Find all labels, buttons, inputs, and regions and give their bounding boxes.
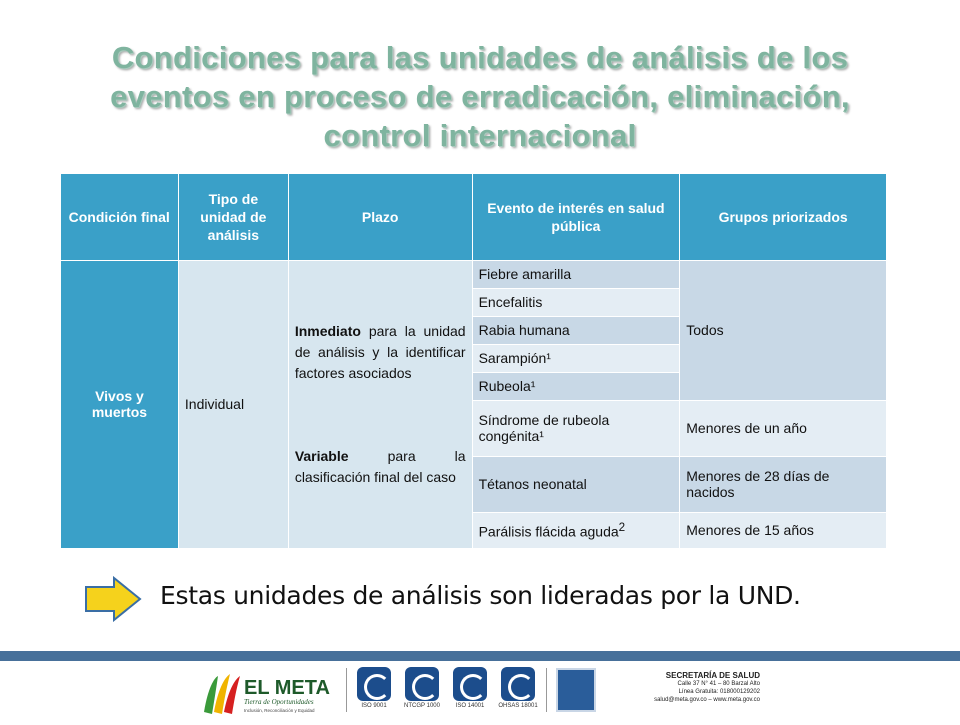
plazo-inmediato [295,321,466,384]
cert-ntcgp-icon [402,667,442,715]
header-evento: Evento de interés en salud pública [472,174,680,260]
group-cell: Menores de un año [680,400,887,456]
meta-logo-tag: Inclusión, Reconciliación y Equidad [244,708,315,713]
cert-label: ISO 14001 [455,703,485,709]
cert-iso14001-icon [450,667,490,715]
footer-email: salud@meta.gov.co – www.meta.gov.co [654,697,760,703]
footer-divider [546,668,547,712]
cert-iso9001-icon [354,667,394,715]
event-cell: Sarampión¹ [472,344,680,372]
group-cell: Todos [680,260,887,400]
header-plazo: Plazo [288,174,472,260]
event-cell [472,512,680,548]
header-grupos: Grupos priorizados [680,174,887,260]
event-paralisis-text: Parálisis flácida aguda [478,523,619,540]
plazo-variable-bold: Variable [294,447,349,464]
meta-logo-sub: Tierra de Oportunidades [244,698,314,706]
cert-label: NTCGP 1000 [404,703,440,709]
note-text: Estas unidades de análisis son lideradas por la UND. [160,581,801,610]
page-title: Condiciones para las unidades de análisis de los eventos en proceso de erradicación, eliminación, control internacional [110,40,850,153]
plazo-variable-text: para la clasificación final del caso [294,447,466,485]
event-cell: Tétanos neonatal [472,456,680,512]
cert-label: ISO 9001 [361,703,387,709]
arrow-right-icon [84,576,142,622]
event-cell: Síndrome de rubeola congénita¹ [472,400,680,456]
header-condicion: Condición final [61,174,179,260]
event-paralisis-sup: 2 [618,520,626,534]
footer-phone: Línea Gratuita: 018000129202 [678,689,760,695]
meta-logo-text: EL META [244,677,330,699]
cell-tipo: Individual [178,260,288,548]
cell-condicion: Vivos y muertos [61,260,179,548]
plazo-inmediato-text: para la unidad de análisis y la identificar factores asociados [294,322,466,381]
event-cell: Rubeola¹ [472,372,680,400]
group-cell: Menores de 15 años [680,512,887,548]
table-header-row [61,174,887,260]
plazo-inmediato-bold: Inmediato [294,322,361,339]
meta-logo [200,668,340,720]
footer-secretaria: SECRETARÍA DE SALUD [665,671,760,680]
event-cell: Encefalitis [472,288,680,316]
footer-address: Calle 37 N° 41 – 80 Barzal Alto [677,681,760,687]
conditions-table [60,174,887,549]
cell-plazo [288,260,472,548]
header-tipo: Tipo de unidad de análisis [178,174,288,260]
footer-contact [590,671,760,704]
cert-ohsas-icon [498,667,538,715]
footer-bar [0,651,960,661]
footer-divider [346,668,347,712]
event-cell: Fiebre amarilla [472,260,680,288]
cert-label: OHSAS 18001 [498,703,538,709]
group-cell: Menores de 28 días de nacidos [680,456,887,512]
event-cell: Rabia humana [472,316,680,344]
plazo-variable [295,446,466,488]
